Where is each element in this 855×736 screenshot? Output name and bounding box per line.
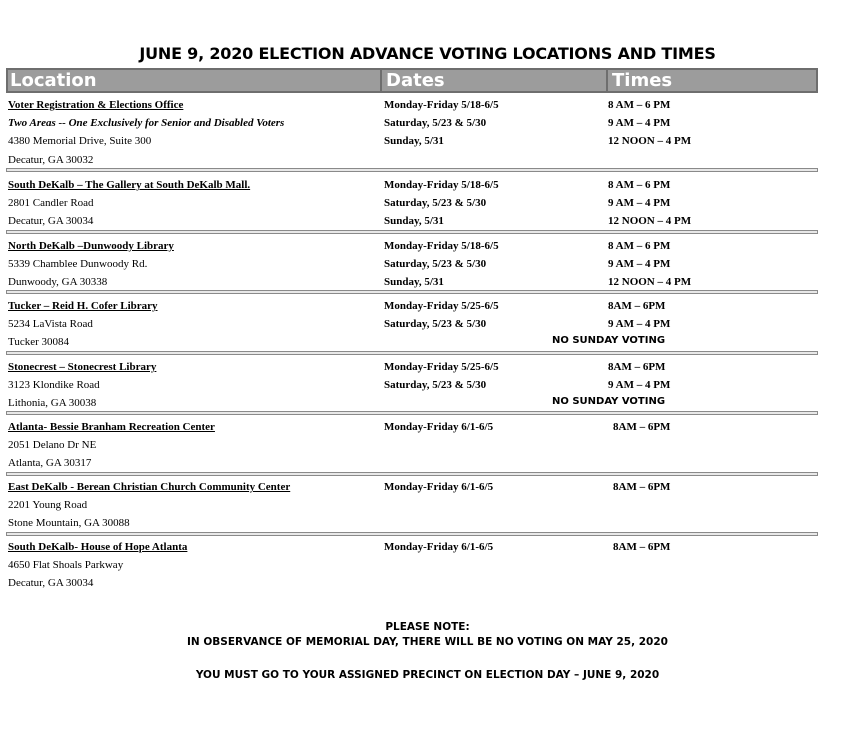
- date-range: Monday-Friday 6/1-6/5: [384, 421, 494, 433]
- no-sunday-voting-note: NO SUNDAY VOTING: [552, 335, 666, 346]
- note-heading: PLEASE NOTE:: [385, 621, 470, 633]
- location-city: Decatur, GA 30034: [8, 215, 94, 227]
- date-range: Saturday, 5/23 & 5/30: [384, 318, 487, 330]
- row-divider: [6, 472, 818, 476]
- date-range: Saturday, 5/23 & 5/30: [384, 379, 487, 391]
- precinct-note: YOU MUST GO TO YOUR ASSIGNED PRECINCT ON ELECTION DAY – JUNE 9, 2020: [195, 669, 660, 681]
- row-divider: [6, 351, 818, 355]
- location-address: 4650 Flat Shoals Parkway: [8, 559, 124, 571]
- table-header: [6, 68, 818, 93]
- location-name: Stonecrest – Stonecrest Library: [8, 361, 157, 373]
- memorial-day-note: IN OBSERVANCE OF MEMORIAL DAY, THERE WILL BE NO VOTING ON MAY 25, 2020: [187, 636, 668, 648]
- date-range: Monday-Friday 5/25-6/5: [384, 361, 499, 373]
- time-range: 8AM – 6PM: [608, 300, 666, 312]
- time-range: 8 AM – 6 PM: [608, 99, 671, 111]
- date-range: Monday-Friday 5/18-6/5: [384, 99, 499, 111]
- location-name: South DeKalb – The Gallery at South DeKalb Mall.: [8, 179, 251, 191]
- header-separator: [606, 70, 608, 91]
- location-name: Atlanta- Bessie Branham Recreation Center: [8, 421, 215, 433]
- time-range: 9 AM – 4 PM: [608, 318, 671, 330]
- time-range: 8AM – 6PM: [608, 361, 666, 373]
- time-range: 12 NOON – 4 PM: [608, 276, 692, 288]
- header-times: Times: [612, 70, 673, 91]
- date-range: Monday-Friday 6/1-6/5: [384, 541, 494, 553]
- location-address: 5234 LaVista Road: [8, 318, 93, 330]
- time-range: 8 AM – 6 PM: [608, 240, 671, 252]
- location-address: 2051 Delano Dr NE: [8, 439, 97, 451]
- date-range: Monday-Friday 6/1-6/5: [384, 481, 494, 493]
- date-range: Sunday, 5/31: [384, 276, 444, 288]
- location-name: South DeKalb- House of Hope Atlanta: [8, 541, 188, 553]
- location-city: Decatur, GA 30032: [8, 154, 94, 166]
- time-range: 9 AM – 4 PM: [608, 258, 671, 270]
- location-address: 3123 Klondike Road: [8, 379, 100, 391]
- time-range: 8 AM – 6 PM: [608, 179, 671, 191]
- no-sunday-voting-note: NO SUNDAY VOTING: [552, 396, 666, 407]
- date-range: Saturday, 5/23 & 5/30: [384, 197, 487, 209]
- location-note: Two Areas -- One Exclusively for Senior and Disabled Voters: [8, 117, 285, 129]
- date-range: Sunday, 5/31: [384, 215, 444, 227]
- time-range: 12 NOON – 4 PM: [608, 215, 692, 227]
- location-city: Decatur, GA 30034: [8, 577, 94, 589]
- time-range: 8AM – 6PM: [613, 541, 671, 553]
- location-address: 4380 Memorial Drive, Suite 300: [8, 135, 152, 147]
- header-location: Location: [10, 70, 97, 91]
- time-range: 9 AM – 4 PM: [608, 197, 671, 209]
- date-range: Sunday, 5/31: [384, 135, 444, 147]
- location-city: Stone Mountain, GA 30088: [8, 517, 130, 529]
- time-range: 9 AM – 4 PM: [608, 117, 671, 129]
- date-range: Monday-Friday 5/18-6/5: [384, 240, 499, 252]
- location-name: North DeKalb –Dunwoody Library: [8, 240, 174, 252]
- date-range: Saturday, 5/23 & 5/30: [384, 117, 487, 129]
- location-address: 2201 Young Road: [8, 499, 88, 511]
- row-divider: [6, 532, 818, 536]
- page-title: JUNE 9, 2020 ELECTION ADVANCE VOTING LOCATIONS AND TIMES: [139, 44, 716, 63]
- date-range: Monday-Friday 5/18-6/5: [384, 179, 499, 191]
- location-name: Tucker – Reid H. Cofer Library: [8, 300, 158, 312]
- time-range: 8AM – 6PM: [613, 481, 671, 493]
- time-range: 12 NOON – 4 PM: [608, 135, 692, 147]
- location-name: East DeKalb - Berean Christian Church Community Center: [8, 481, 291, 493]
- row-divider: [6, 230, 818, 234]
- row-divider: [6, 411, 818, 415]
- row-divider: [6, 168, 818, 172]
- time-range: 9 AM – 4 PM: [608, 379, 671, 391]
- location-name: Voter Registration & Elections Office: [8, 99, 184, 111]
- header-separator: [380, 70, 382, 91]
- time-range: 8AM – 6PM: [613, 421, 671, 433]
- location-city: Atlanta, GA 30317: [8, 457, 92, 469]
- location-city: Lithonia, GA 30038: [8, 397, 97, 409]
- date-range: Monday-Friday 5/25-6/5: [384, 300, 499, 312]
- header-dates: Dates: [386, 70, 445, 91]
- row-divider: [6, 290, 818, 294]
- location-address: 2801 Candler Road: [8, 197, 94, 209]
- location-address: 5339 Chamblee Dunwoody Rd.: [8, 258, 148, 270]
- location-city: Dunwoody, GA 30338: [8, 276, 108, 288]
- date-range: Saturday, 5/23 & 5/30: [384, 258, 487, 270]
- location-city: Tucker 30084: [8, 336, 70, 348]
